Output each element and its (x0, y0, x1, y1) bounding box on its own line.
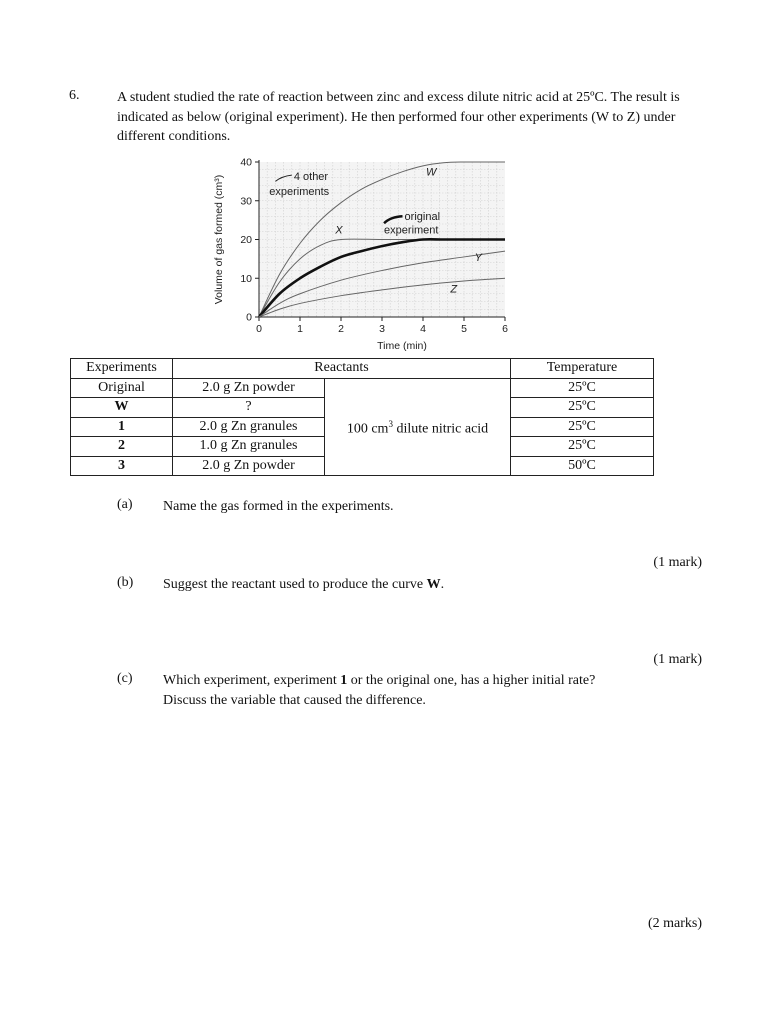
shared-reactant-suffix: dilute nitric acid (392, 421, 489, 437)
x-tick-label: 1 (297, 323, 303, 335)
part-b-text (163, 575, 683, 595)
part-c-marks: (2 marks) (647, 916, 702, 931)
experiment-cell: 3 (71, 456, 173, 476)
reactant-cell: 2.0 g Zn granules (173, 417, 325, 437)
part-b-text-after: . (440, 577, 445, 592)
annotation-other-experiments-line2: experiments (269, 185, 330, 198)
part-c-label: (c) (117, 671, 133, 686)
y-tick-label: 20 (240, 234, 252, 246)
gas-volume-chart (205, 152, 525, 357)
x-axis-label: Time (min) (377, 340, 427, 352)
x-tick-label: 6 (502, 323, 508, 335)
temperature-cell: 25ºC (511, 378, 654, 398)
x-tick-label: 4 (420, 323, 426, 335)
shared-reactant-prefix: 100 cm (346, 421, 389, 437)
question-stem: A student studied the rate of reaction between zinc and excess dilute nitric acid at 25ºC. The result is indicated as below (original experiment). He then performed four other experiments (W to Z) under different conditions. (117, 90, 680, 144)
part-a-text: Name the gas formed in the experiments. (163, 499, 394, 514)
curve-label-y: Y (474, 251, 483, 264)
header-experiments: Experiments (71, 359, 173, 379)
experiment-cell: 1 (71, 417, 173, 437)
part-b-label: (b) (117, 575, 134, 590)
curve-label-z: Z (450, 283, 458, 296)
reactant-cell: 2.0 g Zn powder (173, 456, 325, 476)
part-c-text (163, 671, 683, 710)
y-tick-label: 0 (246, 311, 252, 324)
experiments-table (70, 358, 654, 476)
part-c-text-after: or the original one, has a higher initial rate? (347, 673, 596, 688)
temperature-cell: 50ºC (511, 456, 654, 476)
part-c-text-before: Which experiment, experiment (163, 673, 341, 688)
experiment-cell: W (71, 398, 173, 418)
reactant-cell: ? (173, 398, 325, 418)
reactant-cell: 2.0 g Zn powder (173, 378, 325, 398)
experiment-cell: Original (71, 378, 173, 398)
part-a-label: (a) (117, 497, 133, 512)
x-tick-label: 5 (461, 323, 467, 335)
temperature-cell: 25ºC (511, 417, 654, 437)
part-c-text-bold: 1 (340, 673, 348, 688)
table-header-row (71, 359, 654, 379)
annotation-original-line2: experiment (384, 224, 439, 237)
y-tick-label: 10 (240, 272, 252, 285)
experiment-cell: 2 (71, 437, 173, 457)
header-temperature: Temperature (511, 359, 654, 379)
curve-label-w: W (426, 166, 437, 179)
annotation-other-experiments-line1: 4 other (293, 171, 329, 184)
header-reactants: Reactants (173, 359, 511, 379)
temperature-cell: 25ºC (511, 437, 654, 457)
y-axis-label: Volume of gas formed (cm³) (213, 174, 225, 305)
x-tick-label: 3 (379, 323, 385, 335)
part-b-text-bold: W (426, 577, 441, 592)
table-row (71, 378, 654, 398)
part-b-text-before: Suggest the reactant used to produce the curve (163, 577, 427, 592)
curve-label-x: X (335, 224, 343, 237)
part-a-marks: (1 mark) (653, 555, 702, 570)
shared-reactant-sup: 3 (388, 418, 393, 429)
x-tick-label: 0 (256, 323, 262, 335)
shared-reactant-cell (325, 378, 511, 476)
part-c-text-line2: Discuss the variable that caused the difference. (163, 692, 426, 708)
annotation-original-line1: original (404, 211, 441, 224)
part-b-marks: (1 mark) (653, 652, 702, 667)
reactant-cell: 1.0 g Zn granules (173, 437, 325, 457)
question-number: 6. (69, 88, 80, 103)
temperature-cell: 25ºC (511, 398, 654, 418)
x-tick-label: 2 (338, 323, 344, 335)
y-tick-label: 40 (240, 156, 252, 169)
y-tick-label: 30 (240, 195, 252, 208)
